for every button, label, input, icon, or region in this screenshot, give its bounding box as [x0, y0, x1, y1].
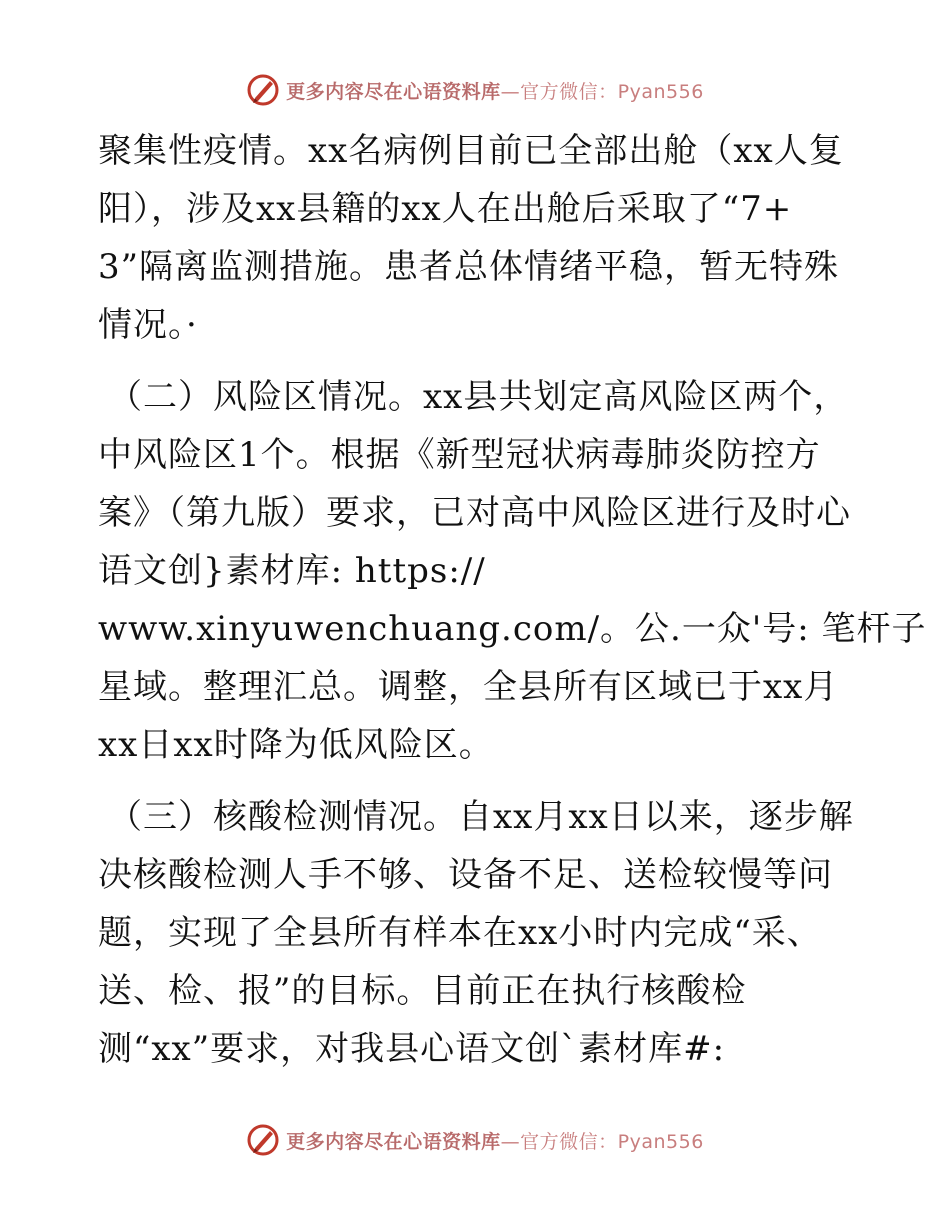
- pen-logo-icon: [246, 1123, 280, 1157]
- text-line: 送、检、报”的目标。目前正在执行核酸检: [98, 971, 747, 1011]
- document-body: [98, 122, 927, 1078]
- text-line: 案》（第九版）要求，已对高中风险区进行及时心: [98, 493, 851, 533]
- text-line: 题，实现了全县所有样本在xx小时内完成“采、: [98, 913, 822, 953]
- pen-logo-icon: [246, 73, 280, 107]
- text-line: 星域。整理汇总。调整，全县所有区域已于xx月: [98, 667, 839, 707]
- text-line: 3”隔离监测措施。患者总体情绪平稳，暂无特殊: [98, 247, 840, 287]
- footer-banner-text: 更多内容尽在心语资料库—官方微信：Pyan556: [286, 1130, 704, 1153]
- header-banner: [0, 70, 950, 110]
- text-line: 聚集性疫情。xx名病例目前已全部出舱（xx人复: [98, 131, 844, 171]
- header-banner-text: 更多内容尽在心语资料库—官方微信：Pyan556: [286, 80, 704, 103]
- paragraph-1: [98, 122, 868, 354]
- paragraph-3: [98, 788, 868, 1078]
- text-line: 阳），涉及xx县籍的xx人在出舱后采取了“7+: [98, 189, 793, 229]
- text-line: 语文创}素材库: https://: [98, 551, 486, 591]
- footer-banner: [0, 1120, 950, 1160]
- text-line: www.xinyuwenchuang.com/。公.一众'号: 笔杆子: [98, 609, 927, 649]
- text-line: 测“xx”要求，对我县心语文创`素材库#:: [98, 1029, 726, 1069]
- text-line: 情况。·: [98, 305, 198, 345]
- text-line: 中风险区1个。根据《新型冠状病毒肺炎防控方: [98, 435, 821, 475]
- paragraph-2: [98, 368, 927, 774]
- text-line: 决核酸检测人手不够、设备不足、送检较慢等问: [98, 855, 833, 895]
- text-line: （二）风险区情况。xx县共划定高风险区两个，: [108, 377, 849, 417]
- text-line: （三）核酸检测情况。自xx月xx日以来，逐步解: [108, 797, 854, 837]
- text-line: xx日xx时降为低风险区。: [98, 725, 494, 765]
